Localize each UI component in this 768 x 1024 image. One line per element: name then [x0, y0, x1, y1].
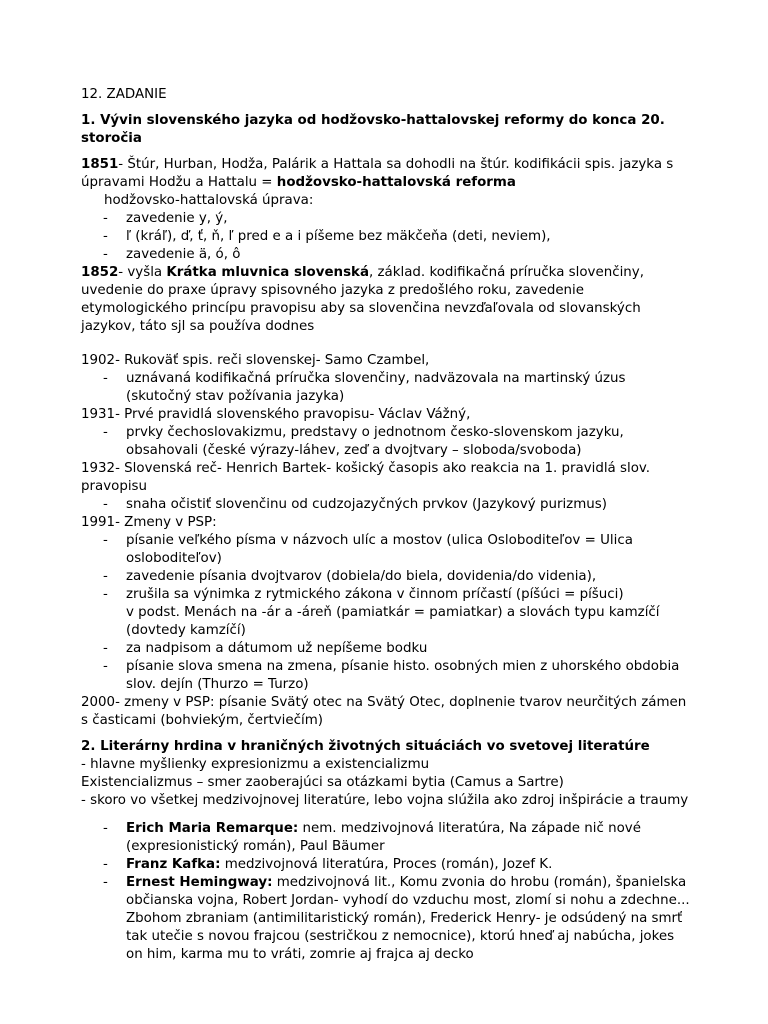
list-item: - ľ (kráľ), ď, ť, ň, ľ pred e a i píšeme bez mäkčeňa (deti, neviem), [81, 228, 691, 246]
section-2-line-3: - skoro vo všetkej medzivojnovej literatúre, lebo vojna slúžila ako zdroj inšpirácie a traumy [81, 793, 689, 808]
section-2-line-1: - hlavne myšlienky expresionizmu a existencializmu [81, 757, 430, 772]
author-text: nem. medzivojnová literatúra, Na západe nič nové (expresionistický román), Paul Bäumer [126, 821, 641, 854]
year-1851: 1851 [81, 157, 119, 172]
paragraph-1991: 1991- Zmeny v PSP: [81, 515, 217, 530]
list-1991 [81, 532, 691, 694]
year-1852: 1852 [81, 265, 119, 280]
list-1932 [81, 496, 691, 514]
list-item: - písanie slova smena na zmena, písanie histo. osobných mien z uhorského obdobia slov. dejín (Thurzo = Turzo) [81, 658, 691, 694]
author-text: medzivojnová lit., Komu zvonia do hrobu (román), španielska občianska vojna, Robert Jordan- vyhodí do vzduchu most, zlomí si nohu a zdechne... [126, 875, 690, 908]
list-item: - prvky čechoslovakizmu, predstavy o jednotnom česko-slovenskom jazyku, obsahovali (české výrazy-láhev, zeď a dvojtvary – sloboda/svoboda) [81, 424, 691, 460]
paragraph-1851 [81, 156, 691, 192]
paragraph-2000: 2000- zmeny v PSP: písanie Svätý otec na Svätý Otec, doplnenie tvarov neurčitých zámen s časticami (bohviekým, čertviečím) [81, 695, 687, 728]
author-name: Franz Kafka: [126, 857, 221, 872]
author-item-kafka [81, 856, 691, 874]
author-item-hemingway [81, 874, 691, 964]
authors-list [81, 820, 691, 964]
paragraph-1852 [81, 264, 691, 336]
paragraph-1852-text-b: , základ. kodifikačná príručka slovenčiny, uvedenie do praxe úpravy spisovného jazyka z predošlého roku, zavedenie etymologického princípu pravopisu aby sa slovenčina nevzďaľovala od slovanských jazykov, táto sjl sa používa dodnes [81, 265, 644, 334]
list-item-continuation: v podst. Menách na -ár a -áreň (pamiatkár = pamiatkar) a slovách typu kamzíčí (dovtedy kamzíčí) [126, 605, 660, 638]
list-item: - za nadpisom a dátumom už nepíšeme bodku [81, 640, 691, 658]
reform-name: hodžovsko-hattalovská reforma [276, 175, 516, 190]
document-page [81, 86, 691, 964]
list-item-text: - zrušila sa výnimka z rytmického zákona v činnom príčastí (píšúci = píšuci) [126, 587, 624, 602]
indent-label: hodžovsko-hattalovská úprava: [104, 193, 314, 208]
list-item: - zavedenie písania dvojtvarov (dobiela/do biela, dovidenia/do videnia), [81, 568, 691, 586]
document-title: 12. ZADANIE [81, 87, 167, 102]
section-2-heading: 2. Literárny hrdina v hraničných životných situáciách vo svetovej literatúre [81, 739, 650, 754]
author-name: Erich Maria Remarque: [126, 821, 299, 836]
paragraph-1902: 1902- Rukoväť spis. reči slovenskej- Samo Czambel, [81, 353, 430, 368]
list-item: - zavedenie y, ý, [81, 210, 691, 228]
author-text: medzivojnová literatúra, Proces (román), Jozef K. [220, 857, 553, 872]
list-item: - uznávaná kodifikačná príručka slovenčiny, nadväzovala na martinský úzus (skutočný stav požívania jazyka) [81, 370, 691, 406]
paragraph-1852-text-a: - vyšla [118, 265, 167, 280]
paragraph-1932: 1932- Slovenská reč- Henrich Bartek- košický časopis ako reakcia na 1. pravidlá slov. pravopisu [81, 461, 651, 494]
paragraph-1851-text: - Štúr, Hurban, Hodža, Palárik a Hattala sa dohodli na štúr. kodifikácii spis. jazyka s úpravami Hodžu a Hattalu = [81, 157, 674, 190]
list-1902 [81, 370, 691, 406]
section-1-heading: 1. Vývin slovenského jazyka od hodžovsko-hattalovskej reformy do konca 20. storočia [81, 113, 665, 146]
paragraph-1931: 1931- Prvé pravidlá slovenského pravopisu- Václav Vážný, [81, 407, 471, 422]
list-item: - písanie veľkého písma v názvoch ulíc a mostov (ulica Osloboditeľov = Ulica osloboditeľov) [81, 532, 691, 568]
author-continuation: Zbohom zbraniam (antimilitaristický román), Frederick Henry- je odsúdený na smrť tak utečie s novou frajcou (sestričkou z nemocnice), ktorú hneď aj nabúcha, jokes on him, karma mu to vráti, zomrie aj frajca aj decko [126, 911, 683, 962]
author-name: Ernest Hemingway: [126, 875, 273, 890]
author-item-remarque [81, 820, 691, 856]
book-title: Krátka mluvnica slovenská [166, 265, 369, 280]
list-item [81, 586, 691, 640]
list-1931 [81, 424, 691, 460]
list-1851 [81, 210, 691, 264]
section-2-line-2: Existencializmus – smer zaoberajúci sa otázkami bytia (Camus a Sartre) [81, 775, 564, 790]
list-item: - snaha očistiť slovenčinu od cudzojazyčných prvkov (Jazykový purizmus) [81, 496, 691, 514]
list-item: - zavedenie ä, ó, ô [81, 246, 691, 264]
